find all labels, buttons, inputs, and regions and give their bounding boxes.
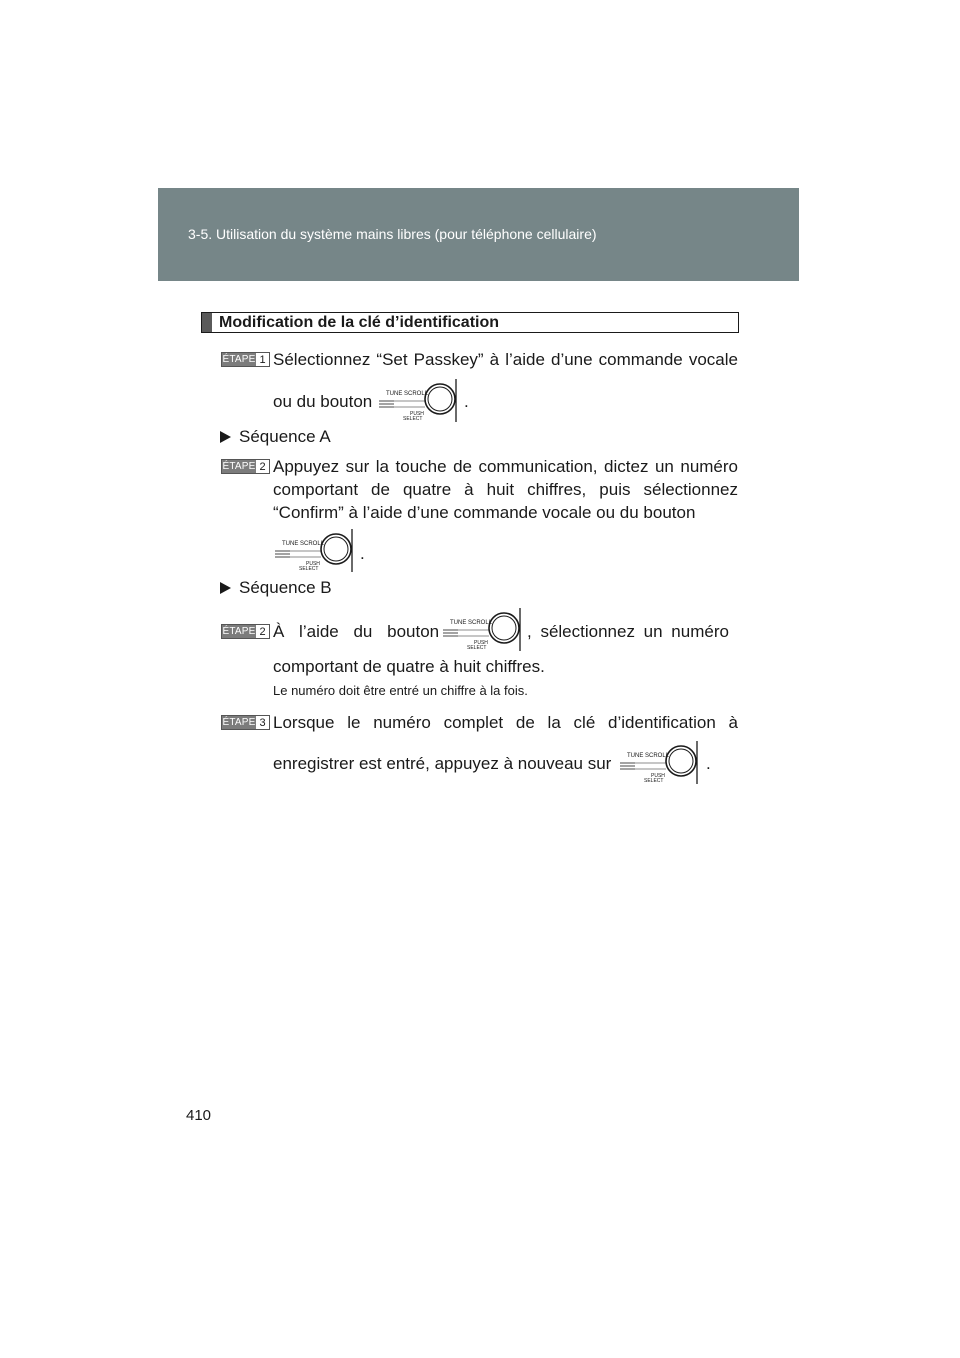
step-label: ÉTAPE bbox=[222, 461, 256, 472]
step3-tail: . bbox=[706, 754, 711, 773]
knob-label-top: TUNE SCROLL bbox=[450, 620, 493, 626]
step-badge-2b bbox=[221, 624, 270, 639]
step1-text-line2: ou du bouton bbox=[273, 392, 373, 411]
step2b-text-part2: , sélectionnez un numéro bbox=[527, 622, 729, 641]
step3-text-line2: enregistrer est entré, appuyez à nouveau sur bbox=[273, 754, 612, 773]
step-badge-1 bbox=[221, 352, 270, 367]
step-number: 2 bbox=[259, 460, 266, 473]
step-badge-2a bbox=[221, 459, 270, 474]
chapter-header bbox=[158, 188, 799, 281]
section-title: Modification de la clé d’identification bbox=[219, 314, 500, 331]
step-label: ÉTAPE bbox=[222, 354, 256, 365]
knob-label-select: SELECT bbox=[403, 416, 423, 422]
step2b-text-line2: comportant de quatre à huit chiffres. bbox=[273, 657, 545, 676]
knob-label-select: SELECT bbox=[467, 645, 487, 651]
sequence-b-label: Séquence B bbox=[239, 578, 332, 597]
sequence-a bbox=[220, 427, 331, 447]
step2b-note: Le numéro doit être entré un chiffre à la fois. bbox=[273, 683, 528, 698]
breadcrumb: 3-5. Utilisation du système mains libres (pour téléphone cellulaire) bbox=[188, 226, 597, 242]
knob-label-push: PUSH bbox=[410, 411, 424, 417]
knob-label-select: SELECT bbox=[644, 778, 664, 784]
triangle-bullet-icon bbox=[220, 582, 231, 594]
knob-label-top: TUNE SCROLL bbox=[282, 541, 325, 547]
step1-tail: . bbox=[464, 392, 469, 411]
step1-text-line1: Sélectionnez “Set Passkey” à l’aide d’une commande vocale bbox=[273, 350, 738, 369]
knob-label-top: TUNE SCROLL bbox=[627, 753, 670, 759]
step-number: 1 bbox=[259, 353, 266, 366]
step-number: 2 bbox=[259, 625, 266, 638]
triangle-bullet-icon bbox=[220, 431, 231, 443]
sequence-a-label: Séquence A bbox=[239, 427, 331, 446]
knob-label-push: PUSH bbox=[474, 640, 488, 646]
tune-scroll-knob-icon bbox=[272, 529, 356, 578]
section-heading bbox=[201, 312, 739, 333]
heading-accent-bar bbox=[202, 313, 212, 332]
step-badge-3 bbox=[221, 715, 270, 730]
tune-scroll-knob-icon bbox=[617, 741, 701, 790]
step-label: ÉTAPE bbox=[222, 626, 256, 637]
tune-scroll-knob-icon bbox=[440, 608, 524, 657]
knob-label-select: SELECT bbox=[299, 566, 319, 572]
step3-text-line1: Lorsque le numéro complet de la clé d’identification à bbox=[273, 713, 738, 732]
step-number: 3 bbox=[259, 716, 266, 729]
knob-label-top: TUNE SCROLL bbox=[386, 391, 429, 397]
knob-label-push: PUSH bbox=[306, 561, 320, 567]
tune-scroll-knob-icon bbox=[376, 379, 460, 428]
step2a-text: Appuyez sur la touche de communication, dictez un numéro comportant de quatre à huit chiffres, puis sélectionnez “Confirm” à l’aide d’une commande vocale ou du bouton bbox=[273, 457, 738, 522]
sequence-b bbox=[220, 578, 332, 598]
step-label: ÉTAPE bbox=[222, 717, 256, 728]
step2b-text-part1: À l’aide du bouton bbox=[273, 622, 440, 641]
knob-label-push: PUSH bbox=[651, 773, 665, 779]
page-number: 410 bbox=[186, 1107, 212, 1124]
step2a-tail: . bbox=[360, 544, 365, 563]
